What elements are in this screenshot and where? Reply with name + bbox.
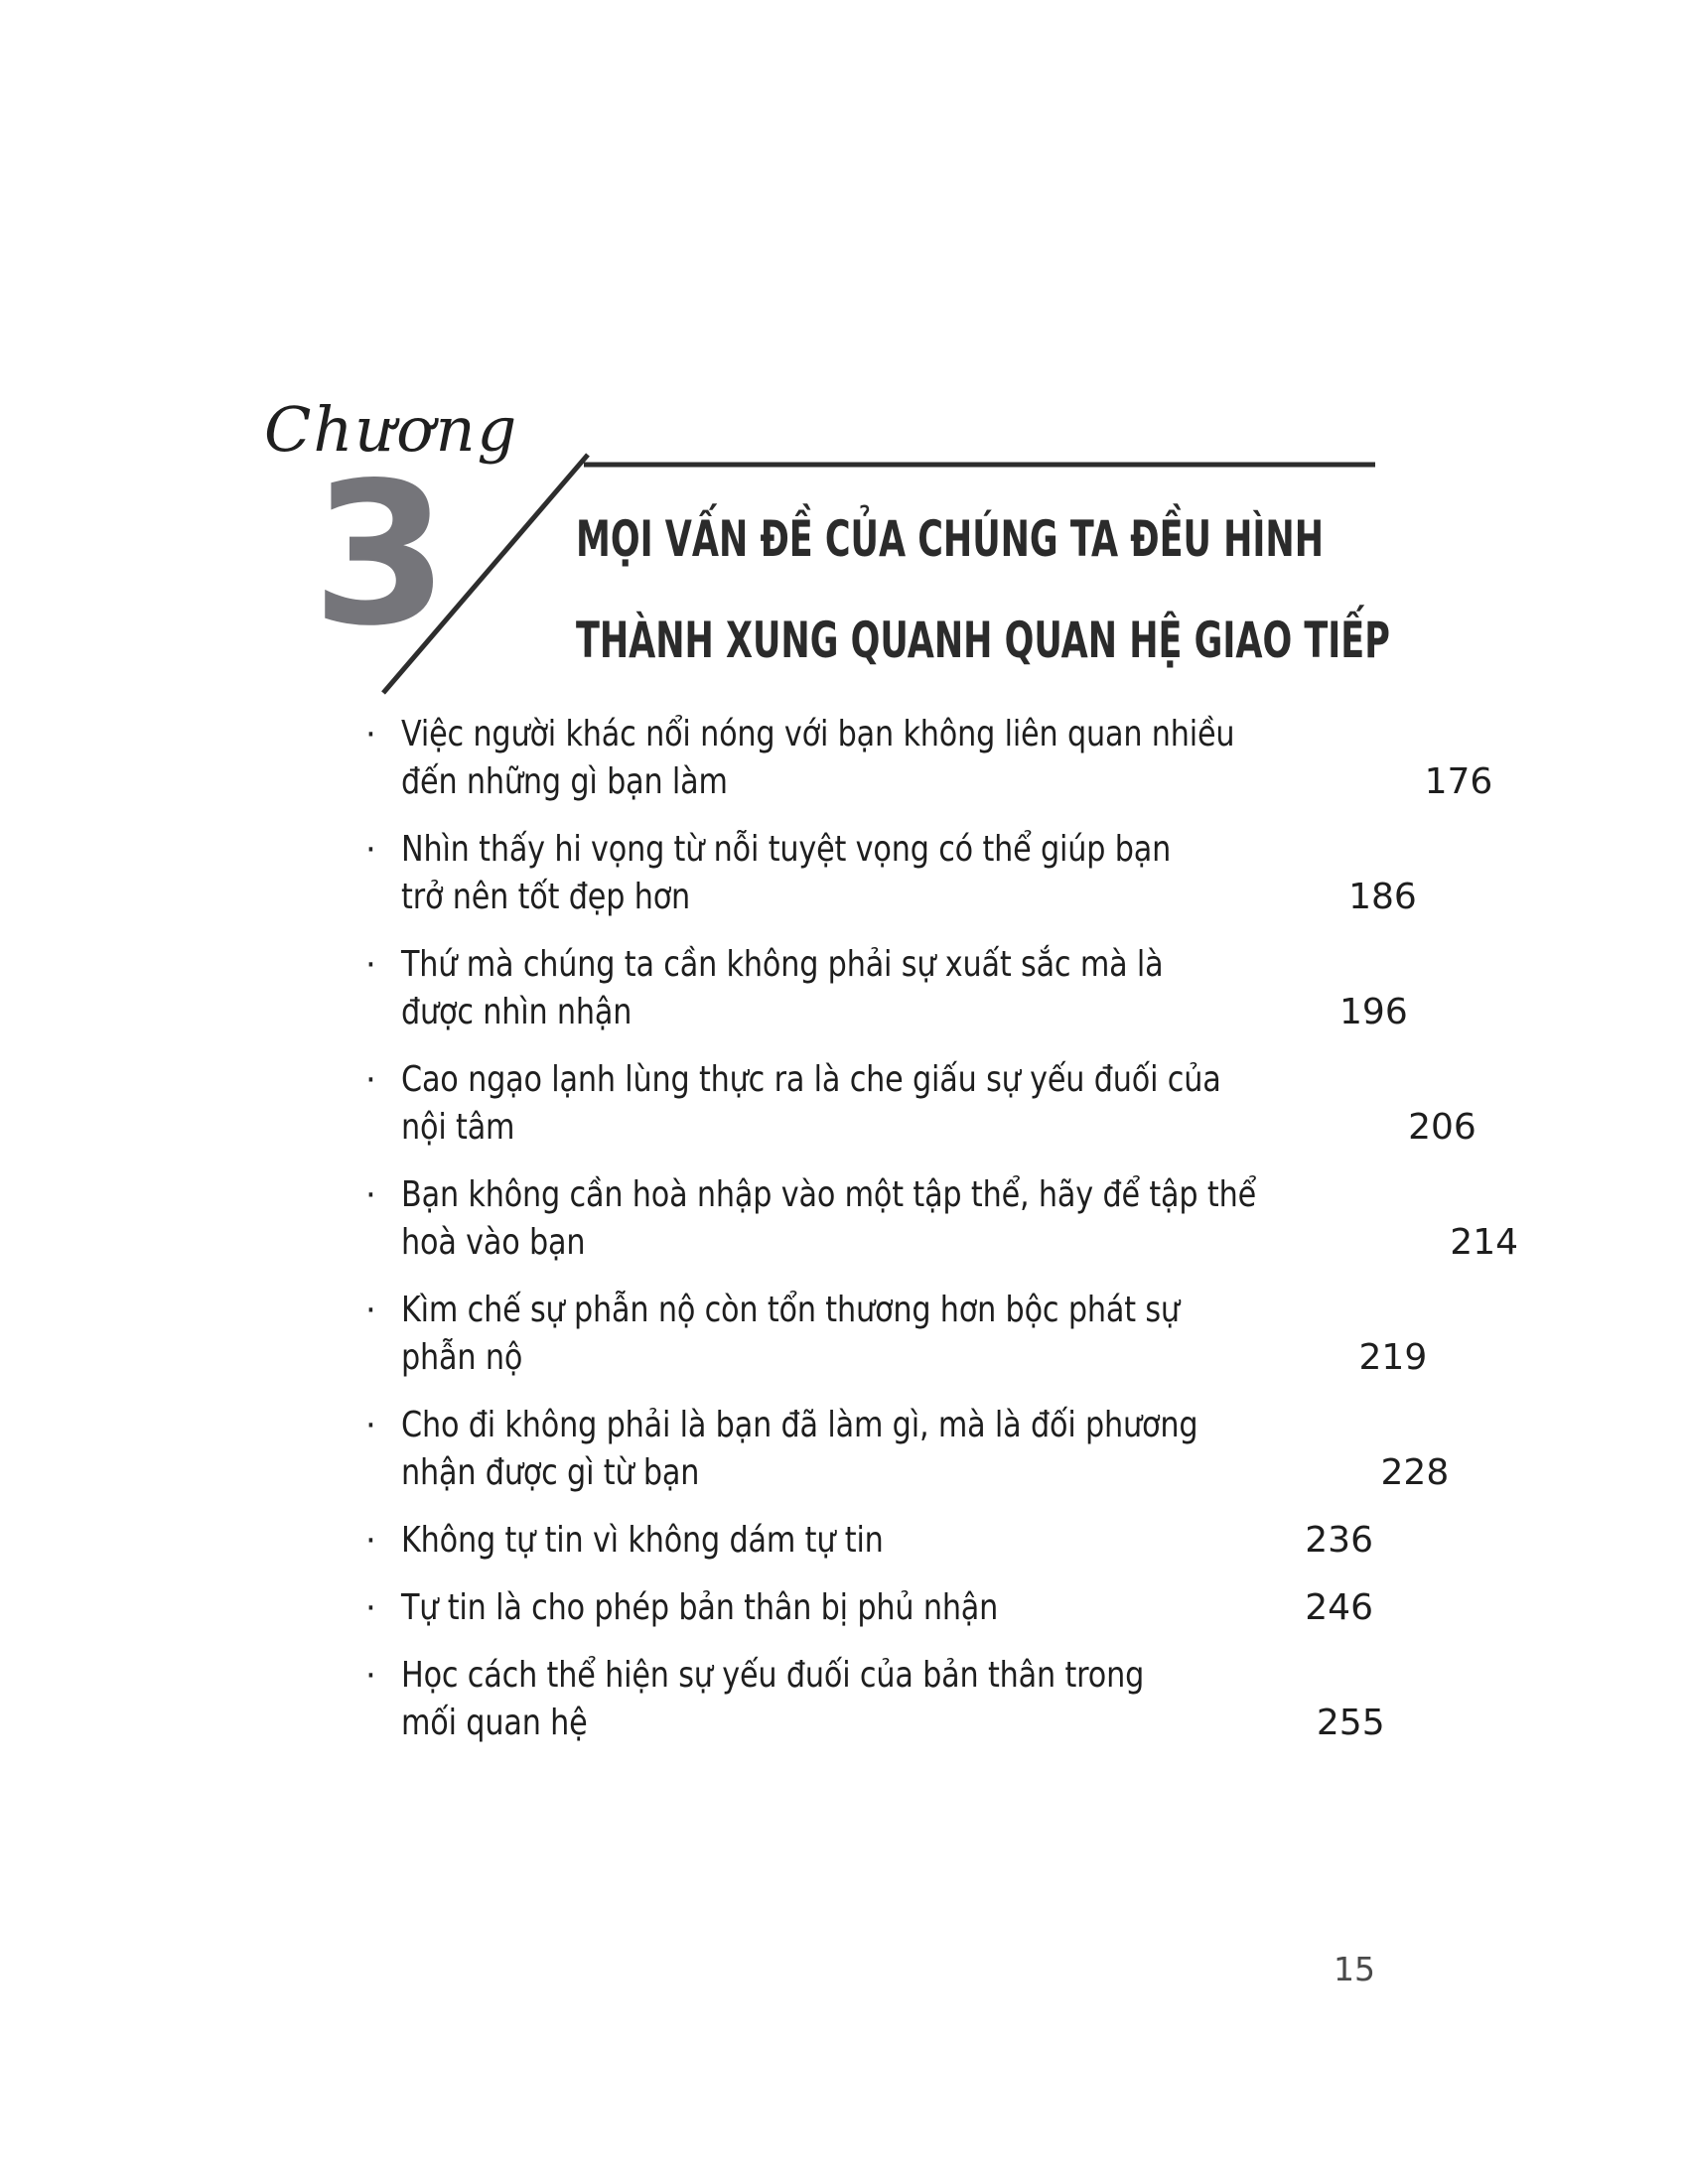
toc-entry: [365, 1402, 1450, 1497]
bullet-dot: ·: [365, 1175, 376, 1215]
toc-entry-title: Cho đi không phải là bạn đã làm gì, mà là đối phương nhận được gì từ bạn: [401, 1405, 1198, 1493]
chapter-number: 3: [312, 440, 443, 669]
toc-entry: [365, 1584, 1373, 1632]
toc-entry: [365, 1652, 1385, 1747]
toc-entry-page: 228: [1380, 1452, 1450, 1493]
bullet-dot: ·: [365, 1060, 376, 1100]
toc-entry: [365, 1056, 1477, 1152]
toc-entry-title: Thứ mà chúng ta cần không phải sự xuất sắc mà là được nhìn nhận: [401, 944, 1164, 1032]
bullet-dot: ·: [365, 1291, 376, 1330]
page-number: 15: [1334, 1950, 1375, 1988]
chapter-word: Chương: [264, 393, 519, 466]
toc-entry: [365, 1517, 1373, 1565]
toc-entry-title: Kìm chế sự phẫn nộ còn tổn thương hơn bộc phát sự phẫn nộ: [401, 1290, 1180, 1378]
chapter-title-line-1: MỌI VẤN ĐỀ CỦA CHÚNG TA ĐỀU HÌNH: [576, 510, 1325, 568]
toc-entry-title: Cao ngạo lạnh lùng thực ra là che giấu sự yếu đuối của nội tâm: [401, 1059, 1221, 1148]
bullet-dot: ·: [365, 830, 376, 870]
chapter-title-line-2: THÀNH XUNG QUANH QUAN HỆ GIAO TIẾP: [576, 612, 1390, 669]
toc-entry-page: 196: [1339, 992, 1408, 1032]
bullet-dot: ·: [365, 1521, 376, 1561]
toc-entry-page: 255: [1316, 1703, 1385, 1743]
toc-entry: [365, 1171, 1519, 1267]
bullet-dot: ·: [365, 715, 376, 754]
toc-entry-title: Không tự tin vì không dám tự tin: [401, 1520, 884, 1561]
bullet-dot: ·: [365, 1406, 376, 1445]
toc-entry-page: 219: [1358, 1337, 1428, 1378]
toc-entry-page: 186: [1348, 877, 1417, 917]
toc-entry-page: 214: [1450, 1222, 1519, 1263]
toc-entry-title: Tự tin là cho phép bản thân bị phủ nhận: [401, 1587, 999, 1628]
bullet-dot: ·: [365, 945, 376, 985]
toc-entry-page: 206: [1408, 1107, 1477, 1148]
toc-entry-title: Bạn không cần hoà nhập vào một tập thể, hãy để tập thể hoà vào bạn: [401, 1174, 1257, 1263]
toc-entry: [365, 941, 1408, 1036]
toc-entry-title: Học cách thể hiện sự yếu đuối của bản thân trong mối quan hệ: [401, 1655, 1145, 1743]
toc-entry-title: Việc người khác nổi nóng với bạn không liên quan nhiều đến những gì bạn làm: [401, 714, 1235, 802]
toc-entry-page: 246: [1305, 1587, 1373, 1628]
toc-entry: [365, 711, 1493, 806]
toc-entry-page: 176: [1424, 761, 1493, 802]
toc-list: [365, 711, 1519, 1767]
bullet-dot: ·: [365, 1656, 376, 1696]
toc-entry-title: Nhìn thấy hi vọng từ nỗi tuyệt vọng có thể giúp bạn trở nên tốt đẹp hơn: [401, 829, 1172, 917]
chapter-title: [576, 488, 1390, 691]
toc-entry: [365, 826, 1417, 921]
bullet-dot: ·: [365, 1588, 376, 1628]
toc-entry: [365, 1287, 1428, 1382]
toc-entry-page: 236: [1305, 1520, 1373, 1561]
